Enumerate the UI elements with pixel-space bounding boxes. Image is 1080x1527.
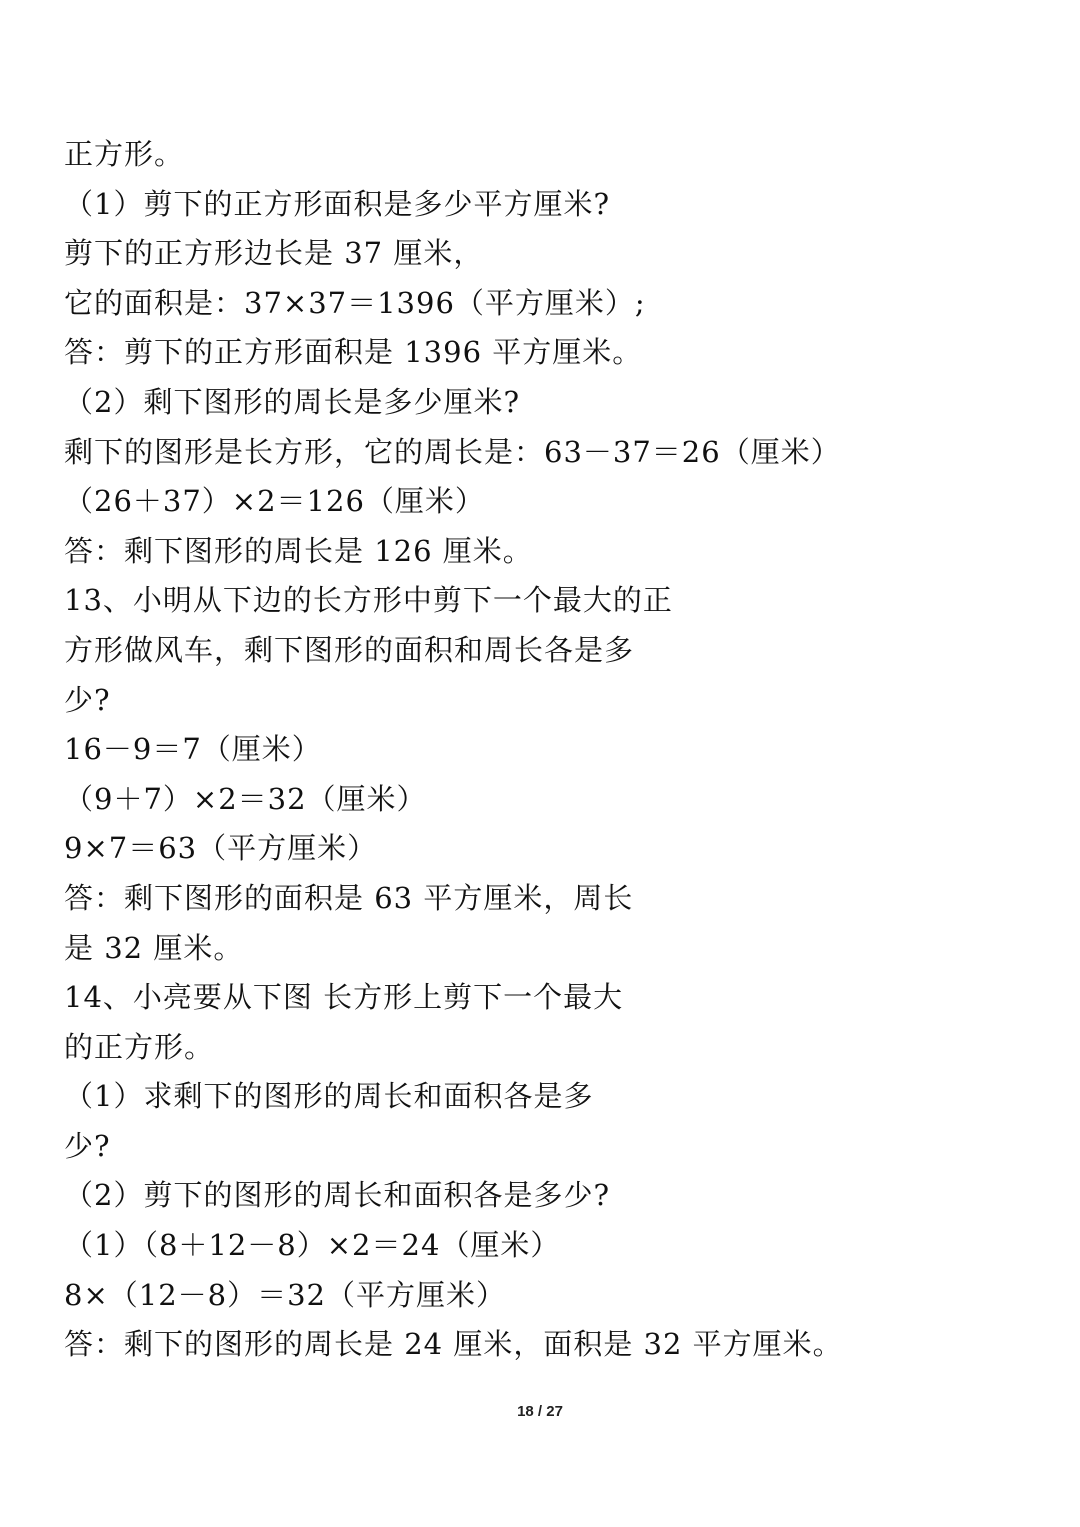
text-line: 是 32 厘米。 [64,930,244,965]
text-line: （1）剪下的正方形面积是多少平方厘米? [64,186,610,221]
text-line: 答：剩下图形的面积是 63 平方厘米，周长 [64,880,634,915]
text-line: 8×（12－8）＝32（平方厘米） [64,1277,507,1312]
text-line: （2）剪下的图形的周长和面积各是多少? [64,1178,610,1213]
text-line: 少? [64,682,111,717]
text-line: （9＋7）×2＝32（厘米） [64,781,427,816]
page-number: 18 / 27 [517,1403,563,1420]
text-line: 答：剩下图形的周长是 126 厘米。 [64,533,533,568]
text-line: 答：剩下的图形的周长是 24 厘米，面积是 32 平方厘米。 [64,1327,843,1362]
text-line: 剩下的图形是长方形，它的周长是：63－37＝26（厘米） [64,434,841,469]
text-line: 它的面积是：37×37＝1396（平方厘米）; [64,285,646,320]
text-line: 正方形。 [64,137,185,171]
text-line: 答：剪下的正方形面积是 1396 平方厘米。 [64,335,643,370]
text-line: 9×7＝63（平方厘米） [64,831,378,866]
text-line: 少? [64,1128,111,1163]
text-line: （2）剩下图形的周长是多少厘米? [64,384,520,419]
text-line: （1）求剩下的图形的周长和面积各是多 [64,1079,594,1114]
text-line: 13、小明从下边的长方形中剪下一个最大的正 [64,583,673,618]
text-line: 14、小亮要从下图 长方形上剪下一个最大 [64,980,624,1015]
document-body [64,130,1024,1370]
text-line: 方形做风车，剩下图形的面积和周长各是多 [64,632,635,667]
text-line: （26＋37）×2＝126（厘米） [64,484,485,519]
text-line: （1）（8＋12－8）×2＝24（厘米） [64,1228,561,1263]
text-line: 剪下的正方形边长是 37 厘米， [64,236,484,271]
text-line: 16－9＝7（厘米） [64,732,322,767]
text-line: 的正方形。 [64,1029,215,1064]
